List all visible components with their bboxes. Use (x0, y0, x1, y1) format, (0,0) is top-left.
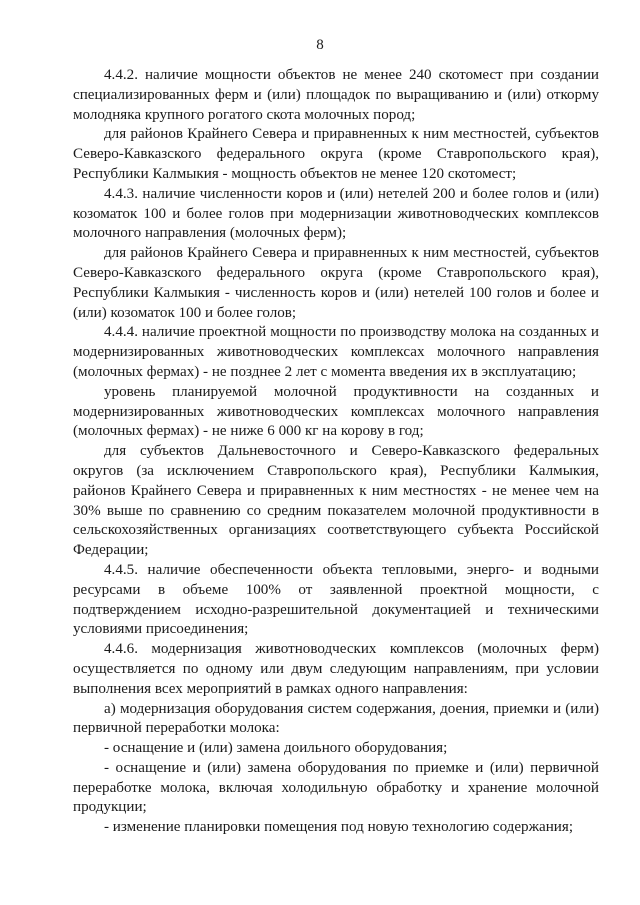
paragraph-4-4-2: 4.4.2. наличие мощности объектов не менее 240 скотомест при создании специализированных ферм и (или) площадок по выращиванию и (или) откорму молодняка крупного рогатого скота молочных пород; (73, 67, 599, 123)
paragraph-item-a: а) модернизация оборудования систем содержания, доения, приемки и (или) первичной переработки молока: (73, 700, 599, 737)
list-item-milking-equipment: - оснащение и (или) замена доильного оборудования; (104, 740, 448, 757)
paragraph-4-4-5: 4.4.5. наличие обеспеченности объекта тепловыми, энерго- и водными ресурсами в объеме 100% от заявленной проектной мощности, с подтверждением исходно-разрешительной документацией и техническими условиями присоединения; (73, 561, 599, 638)
list-item-processing-equipment: - оснащение и (или) замена оборудования по приемке и (или) первичной переработке молока, включая холодильную обработку и хранение молочной продукции; (73, 759, 599, 816)
paragraph-productivity-level: уровень планируемой молочной продуктивности на созданных и модернизированных животноводческих комплексах молочного направления (молочных фермах) - не ниже 6 000 кг на корову в год; (73, 383, 599, 440)
paragraph-4-4-4: 4.4.4. наличие проектной мощности по производству молока на созданных и модернизированных животноводческих комплексах молочного направления (молочных фермах) - не позднее 2 лет с момента введения их в эксплуатацию; (73, 324, 599, 380)
paragraph-4-4-2-north-regions: для районов Крайнего Севера и приравненных к ним местностей, субъектов Северо-Кавказского федерального округа (кроме Ставропольского края), Республики Калмыкия - мощность объектов не менее 120 скотомест; (73, 126, 599, 182)
paragraph-4-4-3: 4.4.3. наличие численности коров и (или) нетелей 200 и более голов и (или) козоматок 100 и более голов при модернизации животноводческих комплексов молочного направления (молочных ферм); (73, 185, 599, 242)
paragraph-4-4-3-north-regions: для районов Крайнего Севера и приравненных к ним местностей, субъектов Северо-Кавказского федерального округа (кроме Ставропольского края), Республики Калмыкия - численность коров и (или) нетелей 100 голов и более и (или) козоматок 100 и более голов; (73, 245, 599, 321)
document-body (73, 66, 599, 838)
paragraph-far-east-subjects: для субъектов Дальневосточного и Северо-Кавказского федеральных округов (за исключением Ставропольского края), Республики Калмыкия, районов Крайнего Севера и приравненных к ним местностях - не менее чем на 30% выше по сравнению со средним показателем молочной продуктивности в сельскохозяйственных организациях соответствующего субъекта Российской Федерации; (73, 443, 599, 559)
page-number: 8 (316, 37, 324, 53)
paragraph-4-4-6: 4.4.6. модернизация животноводческих комплексов (молочных ферм) осуществляется по одному или двум следующим направлениям, при условии выполнения всех мероприятий в рамках одного направления: (73, 641, 599, 697)
list-item-layout-change: - изменение планировки помещения под новую технологию содержания; (104, 819, 574, 836)
